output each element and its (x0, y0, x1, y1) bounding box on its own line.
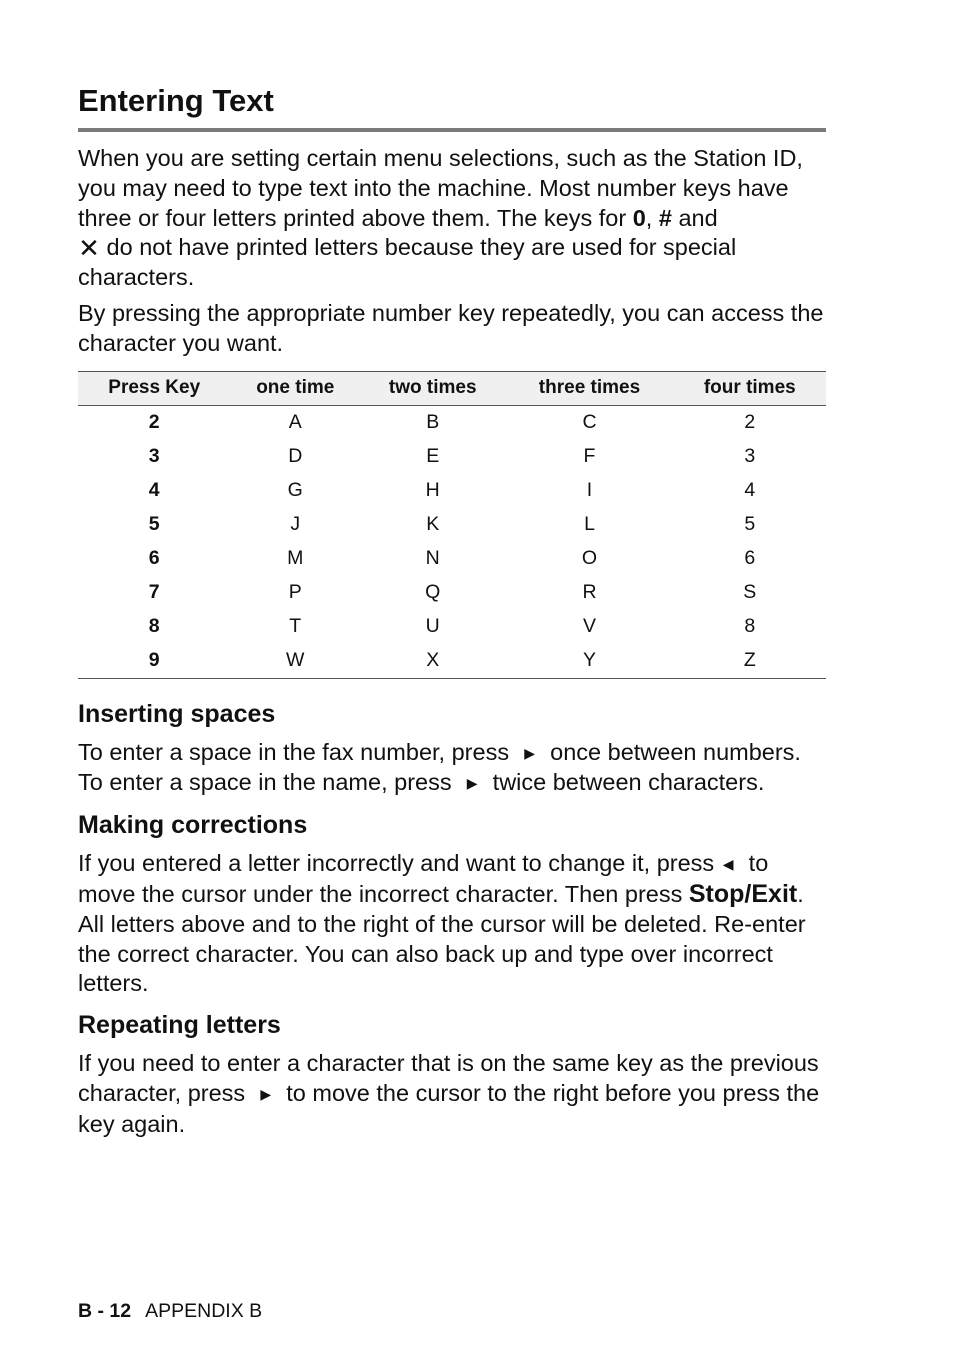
table-row (78, 474, 826, 508)
table-cell: 3 (148, 445, 160, 468)
page-number: B - 12 (78, 1300, 132, 1322)
table-cell: I (586, 479, 593, 502)
table-cell: 6 (148, 547, 160, 570)
table-cell: S (743, 581, 757, 604)
making-corrections-heading: Making corrections (78, 811, 308, 840)
table-cell: A (288, 411, 302, 434)
stop-exit-key: Stop/Exit (688, 879, 798, 908)
table-cell: J (290, 513, 301, 536)
making-corrections-text (78, 849, 826, 999)
repeating-text-2: to move the cursor to the right before you press the key again. (78, 1079, 820, 1137)
header-two-times: two times (360, 371, 505, 405)
repeating-letters-text (78, 1049, 826, 1139)
key-zero: 0 (632, 204, 646, 231)
table-cell: W (230, 644, 360, 679)
table-cell: Q (425, 581, 441, 604)
table-cell: 7 (148, 581, 160, 604)
table-cell: Z (674, 644, 826, 679)
inserting-text-1: To enter a space in the fax number, press (78, 738, 516, 765)
intro-text-b: do not have printed letters because they are used for special characters. (78, 234, 737, 291)
header-four-times: four times (674, 371, 826, 405)
inserting-text-3: twice between characters. (486, 769, 765, 796)
table-row (78, 405, 826, 440)
right-arrow-icon: ▶ (466, 775, 478, 792)
corrections-text-2: to move the cursor under the incorrect character. Then press (78, 850, 769, 907)
key-letter-table (78, 371, 826, 679)
table-cell: 2 (744, 411, 756, 434)
corrections-text-1: If you entered a letter incorrectly and want to change it, press (78, 850, 715, 877)
key-hash: # (658, 204, 672, 231)
table-cell: 9 (78, 644, 230, 679)
table-row (78, 542, 826, 576)
corrections-text-3: . All letters above and to the right of the cursor will be deleted. Re-enter the correct character. You can also back up and type over incorrect letters. (78, 880, 806, 997)
table-cell: V (582, 615, 596, 638)
header-three-times: three times (505, 371, 673, 405)
table-row (78, 644, 826, 679)
left-arrow-icon: ◀ (722, 856, 734, 873)
inserting-spaces-heading: Inserting spaces (78, 699, 276, 728)
table-cell: X (360, 644, 505, 679)
table-cell: R (582, 581, 597, 604)
intro-paragraph-1 (78, 144, 826, 293)
table-cell: H (425, 479, 440, 502)
table-cell: N (425, 547, 440, 570)
table-cell: P (288, 581, 302, 604)
page-footer (78, 1300, 262, 1323)
inserting-text-2: once between numbers. To enter a space in the name, press (78, 738, 801, 796)
table-cell: O (581, 547, 598, 570)
table-row (78, 576, 826, 610)
table-cell: K (426, 513, 440, 536)
table-cell: L (584, 513, 595, 536)
table-cell: 5 (148, 513, 160, 536)
table-cell: D (288, 445, 303, 468)
table-cell: 8 (148, 615, 160, 638)
header-one-time: one time (230, 371, 360, 405)
table-cell: C (582, 411, 597, 434)
table-cell: Y (505, 644, 673, 679)
intro-separator: , (645, 204, 659, 231)
repeating-letters-heading: Repeating letters (78, 1011, 281, 1040)
table-cell: M (287, 547, 304, 570)
repeating-text-1: If you need to enter a character that is on the same key as the previous character, press (78, 1050, 819, 1106)
intro-paragraph-2: By pressing the appropriate number key repeatedly, you can access the character you want. (78, 299, 824, 356)
table-cell: 4 (148, 479, 160, 502)
page-title: Entering Text (78, 82, 826, 132)
page-content (78, 82, 826, 1140)
table-row (78, 610, 826, 644)
table-cell: 8 (744, 615, 756, 638)
table-cell: 4 (744, 479, 756, 502)
intro-text-a: When you are setting certain menu selections, such as the Station ID, you may need to type text into the machine. Most number keys have three or four letters printed above them. The keys for (78, 145, 803, 231)
right-arrow-icon: ▶ (260, 1085, 272, 1102)
right-arrow-icon: ▶ (524, 744, 535, 761)
table-row (78, 440, 826, 474)
header-press-key: Press Key (78, 371, 230, 405)
intro-and: and (671, 204, 718, 231)
table-cell: 5 (744, 513, 756, 536)
table-cell: F (583, 445, 596, 468)
table-cell: U (425, 615, 440, 638)
star-key-icon: ✕ (78, 233, 100, 264)
footer-section: APPENDIX B (145, 1300, 263, 1322)
table-cell: 2 (148, 411, 160, 434)
table-header-row (78, 371, 826, 405)
table-row (78, 508, 826, 542)
table-cell: T (289, 615, 302, 638)
table-cell: 6 (744, 547, 756, 570)
table-cell: 3 (744, 445, 756, 468)
table-cell: E (426, 445, 440, 468)
table-cell: B (426, 411, 440, 434)
table-cell: G (287, 479, 303, 502)
inserting-spaces-text (78, 738, 826, 800)
